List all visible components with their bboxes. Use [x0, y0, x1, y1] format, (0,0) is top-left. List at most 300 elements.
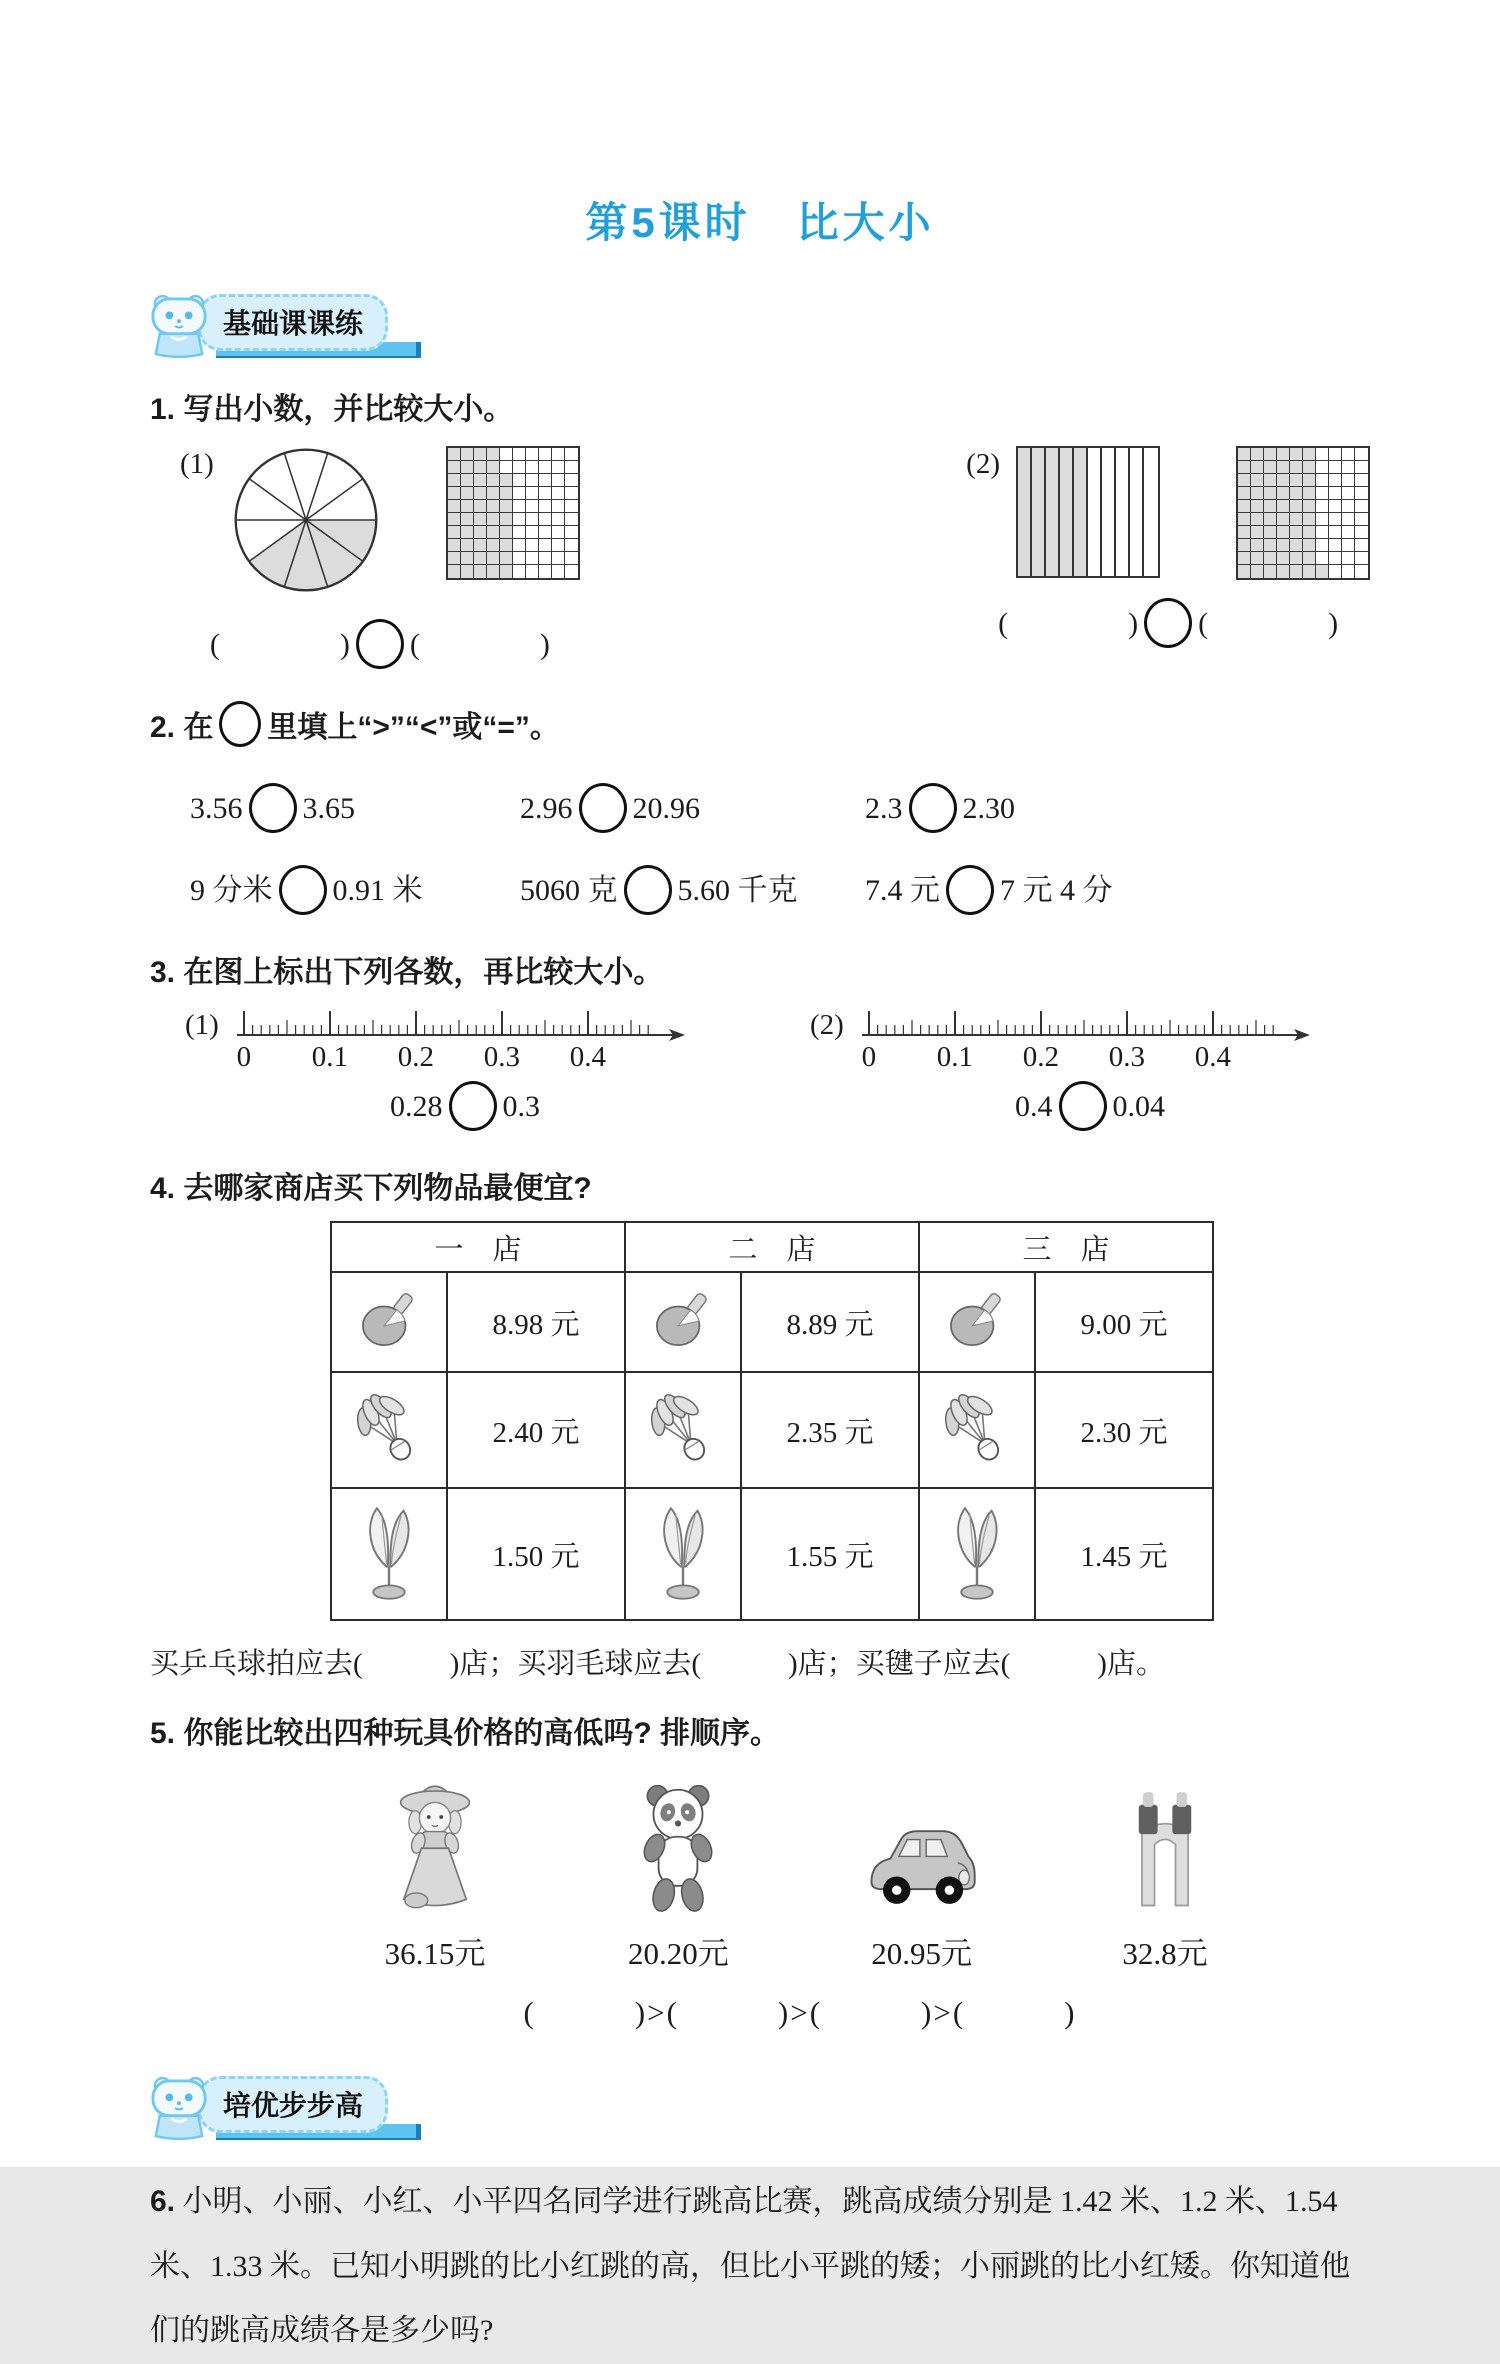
- q3-line2-label: (2): [810, 1009, 844, 1042]
- grid-row: [448, 513, 578, 526]
- q1-part1-label: (1): [180, 448, 214, 480]
- car-price: 20.95元: [871, 1936, 973, 1972]
- left-value: 9 分米: [190, 874, 273, 908]
- tick-label: 0.1: [936, 1041, 973, 1074]
- comparison-circle-blank[interactable]: [449, 1081, 497, 1131]
- grid-row: [1238, 500, 1368, 513]
- q3-line1-comparison: [185, 1081, 745, 1137]
- comparison-circle-blank[interactable]: [909, 783, 957, 833]
- car-image: [837, 1764, 1007, 1916]
- grid-cell: [1290, 526, 1303, 539]
- grid-cell: [474, 474, 487, 487]
- strip-cell: [1088, 448, 1102, 576]
- strip-cell: [1032, 448, 1046, 576]
- tick-label: 0.2: [397, 1041, 434, 1074]
- bear-badge-icon: [150, 2076, 208, 2140]
- grid-cell: [1277, 552, 1290, 565]
- panda-price: 20.20元: [627, 1936, 729, 1972]
- grid-cell: [1329, 565, 1342, 578]
- grid-cell: [565, 526, 578, 539]
- price-cell: 8.89 元: [741, 1272, 919, 1372]
- store-price-table: [330, 1221, 1214, 1621]
- grid-cell: [1264, 526, 1277, 539]
- grid-cell: [1355, 565, 1368, 578]
- q1-part-1: [180, 444, 580, 675]
- ping-pong-paddle-icon: [946, 1291, 1008, 1349]
- grid-cell: [1238, 500, 1251, 513]
- grid-cell: [474, 552, 487, 565]
- tick-label: 0.4: [569, 1041, 606, 1074]
- grid-cell: [1355, 513, 1368, 526]
- question-1: [150, 384, 1370, 675]
- grid-cell: [552, 487, 565, 500]
- grid-cell: [500, 513, 513, 526]
- grid-cell: [1251, 487, 1264, 500]
- comparison-circle-blank[interactable]: [624, 865, 672, 915]
- hundred-grid-figure-1: [446, 446, 580, 580]
- tick-label: 0: [236, 1041, 252, 1074]
- comparison-item: [520, 865, 865, 921]
- grid-row: [448, 500, 578, 513]
- grid-cell: [1329, 552, 1342, 565]
- tick-label: 0: [861, 1041, 877, 1074]
- comparison-circle-blank[interactable]: [279, 865, 327, 915]
- grid-cell: [565, 474, 578, 487]
- grid-cell: [513, 500, 526, 513]
- panda-image: [593, 1764, 763, 1916]
- grid-cell: [1277, 500, 1290, 513]
- grid-cell: [474, 565, 487, 578]
- grid-cell: [1303, 539, 1316, 552]
- grid-cell: [1329, 500, 1342, 513]
- shuttlecock-image-cell: [919, 1372, 1035, 1488]
- answer-blank[interactable]: ( ): [409, 628, 550, 661]
- table-row-paddle: [331, 1272, 1213, 1372]
- grid-cell: [565, 487, 578, 500]
- grid-cell: [1238, 448, 1251, 461]
- right-value: 0.91 米: [332, 874, 423, 908]
- grid-cell: [1251, 500, 1264, 513]
- grid-cell: [1342, 526, 1355, 539]
- grid-cell: [1264, 513, 1277, 526]
- grid-cell: [1264, 552, 1277, 565]
- grid-cell: [474, 513, 487, 526]
- grid-cell: [1303, 461, 1316, 474]
- grid-cell: [552, 539, 565, 552]
- grid-cell: [526, 474, 539, 487]
- jianzi-image-cell: [625, 1488, 741, 1620]
- grid-cell: [1355, 487, 1368, 500]
- grid-row: [448, 565, 578, 578]
- q1-part1-answer: [180, 619, 580, 675]
- grid-cell: [1264, 487, 1277, 500]
- shuttlecock-image-cell: [625, 1372, 741, 1488]
- pie-svg: [230, 444, 382, 596]
- badge-body: [198, 2076, 388, 2140]
- grid-cell: [526, 565, 539, 578]
- grid-row: [1238, 552, 1368, 565]
- grid-cell: [500, 487, 513, 500]
- strip-cell: [1116, 448, 1130, 576]
- grid-cell: [1264, 539, 1277, 552]
- grid-cell: [552, 461, 565, 474]
- grid-cell: [448, 461, 461, 474]
- comparison-circle-blank[interactable]: [249, 783, 297, 833]
- left-value: 7.4 元: [865, 874, 940, 908]
- grid-cell: [513, 487, 526, 500]
- price-cell: 1.45 元: [1035, 1488, 1213, 1620]
- paddle-image-cell: [919, 1272, 1035, 1372]
- question-5: [150, 1708, 1370, 2032]
- grid-cell: [1342, 513, 1355, 526]
- jianzi-icon: [350, 1501, 428, 1603]
- grid-cell: [539, 500, 552, 513]
- grid-cell: [1342, 539, 1355, 552]
- grid-cell: [513, 552, 526, 565]
- grid-cell: [461, 552, 474, 565]
- grid-cell: [487, 526, 500, 539]
- grid-cell: [513, 539, 526, 552]
- grid-cell: [448, 526, 461, 539]
- grid-cell: [500, 461, 513, 474]
- right-value: 3.65: [302, 792, 355, 825]
- question-3: [150, 947, 1370, 1137]
- grid-cell: [526, 448, 539, 461]
- grid-cell: [565, 513, 578, 526]
- q3-number-lines: [150, 1005, 1370, 1137]
- strip-cell: [1102, 448, 1116, 576]
- grid-cell: [526, 513, 539, 526]
- q1-part2-label: (2): [966, 448, 1000, 480]
- grid-cell: [1316, 552, 1329, 565]
- comparison-circle-blank[interactable]: [1144, 598, 1192, 648]
- tick-label: 0.1: [311, 1041, 348, 1074]
- badge-advanced-label: 培优步步高: [198, 2076, 388, 2133]
- grid-cell: [1329, 539, 1342, 552]
- grid-cell: [461, 474, 474, 487]
- grid-cell: [1238, 539, 1251, 552]
- number-line-1: [235, 1005, 687, 1079]
- grid-cell: [448, 565, 461, 578]
- grid-cell: [539, 539, 552, 552]
- grid-cell: [474, 461, 487, 474]
- shuttlecock-icon: [943, 1389, 1011, 1467]
- price-cell: 1.50 元: [447, 1488, 625, 1620]
- grid-cell: [526, 487, 539, 500]
- grid-cell: [1264, 565, 1277, 578]
- q1-part1-figures: [180, 444, 580, 601]
- tick-label: 0.3: [1108, 1041, 1145, 1074]
- grid-cell: [500, 526, 513, 539]
- question-6: [150, 2170, 1370, 2364]
- comparison-circle-blank[interactable]: [946, 865, 994, 915]
- grid-cell: [1329, 526, 1342, 539]
- strip-cell: [1130, 448, 1144, 576]
- grid-cell: [461, 526, 474, 539]
- q2-prompt-pre: 2. 在: [150, 711, 214, 745]
- grid-cell: [474, 526, 487, 539]
- grid-cell: [1303, 500, 1316, 513]
- grid-cell: [539, 448, 552, 461]
- strip-cell: [1018, 448, 1032, 576]
- arch-image: [1080, 1764, 1250, 1916]
- grid-cell: [1329, 513, 1342, 526]
- grid-cell: [526, 526, 539, 539]
- grid-cell: [1251, 539, 1264, 552]
- q5-order-blanks[interactable]: ( )>( )>( )>( ): [523, 1995, 1077, 2031]
- grid-cell: [1264, 461, 1277, 474]
- grid-cell: [1238, 461, 1251, 474]
- hundred-grid-figure-2: [1236, 446, 1370, 580]
- toy-panda: [593, 1764, 763, 1973]
- q4-fill-sentence[interactable]: 买乒乓球拍应去( )店；买羽毛球应去( )店；买毽子应去( )店。: [150, 1648, 1165, 1681]
- grid-cell: [1316, 448, 1329, 461]
- grid-cell: [1303, 552, 1316, 565]
- grid-cell: [448, 474, 461, 487]
- number-line-svg: [860, 1005, 1312, 1039]
- grid-cell: [1277, 487, 1290, 500]
- shuttlecock-icon: [649, 1389, 717, 1467]
- grid-cell: [1342, 565, 1355, 578]
- q5-prompt: 5. 你能比较出四种玩具价格的高低吗? 排顺序。: [150, 1717, 781, 1751]
- grid-cell: [487, 487, 500, 500]
- q1-prompt: 1. 写出小数，并比较大小。: [150, 393, 514, 426]
- shuttlecock-image-cell: [331, 1372, 447, 1488]
- price-cell: 2.30 元: [1035, 1372, 1213, 1488]
- grid-cell: [513, 526, 526, 539]
- answer-blank[interactable]: ( ): [1198, 607, 1339, 640]
- grid-row: [1238, 487, 1368, 500]
- grid-cell: [1290, 500, 1303, 513]
- grid-cell: [1238, 474, 1251, 487]
- grid-cell: [487, 500, 500, 513]
- grid-cell: [448, 513, 461, 526]
- grid-cell: [1251, 448, 1264, 461]
- grid-cell: [474, 487, 487, 500]
- grid-cell: [1316, 539, 1329, 552]
- grid-cell: [1303, 565, 1316, 578]
- left-value: 5060 克: [520, 874, 618, 908]
- right-value: 20.96: [632, 792, 700, 825]
- tenths-strip-figure: [1016, 446, 1160, 578]
- question-2: [150, 701, 1370, 921]
- left-value: 0.4: [1015, 1090, 1053, 1124]
- pie-chart-figure: [230, 444, 382, 601]
- grid-row: [1238, 526, 1368, 539]
- grid-cell: [539, 526, 552, 539]
- right-value: 7 元 4 分: [1000, 874, 1113, 908]
- grid-cell: [565, 539, 578, 552]
- grid-cell: [1355, 474, 1368, 487]
- answer-blank[interactable]: ( ): [998, 607, 1139, 640]
- grid-row: [1238, 539, 1368, 552]
- panda-badge-icon: [150, 294, 208, 358]
- grid-cell: [1342, 474, 1355, 487]
- grid-cell: [1303, 513, 1316, 526]
- grid-cell: [539, 474, 552, 487]
- grid-cell: [1355, 552, 1368, 565]
- grid-cell: [539, 565, 552, 578]
- grid-cell: [474, 500, 487, 513]
- grid-cell: [1316, 487, 1329, 500]
- q5-toys: [350, 1764, 1250, 1973]
- table-header-row: [331, 1222, 1213, 1272]
- q4-prompt: 4. 去哪家商店买下列物品最便宜?: [150, 1172, 592, 1206]
- grid-cell: [1342, 461, 1355, 474]
- grid-cell: [1303, 526, 1316, 539]
- badge-body: [198, 294, 388, 358]
- grid-cell: [1290, 448, 1303, 461]
- grid-cell: [1238, 526, 1251, 539]
- grid-cell: [1277, 474, 1290, 487]
- comparison-item: [865, 783, 1370, 839]
- grid-cell: [487, 461, 500, 474]
- right-value: 0.3: [502, 1090, 540, 1124]
- comparison-circle-blank[interactable]: [356, 619, 404, 669]
- jianzi-icon: [938, 1501, 1016, 1603]
- grid-cell: [1277, 448, 1290, 461]
- comparison-circle-blank[interactable]: [579, 783, 627, 833]
- grid-cell: [1355, 526, 1368, 539]
- table-row-jianzi: [331, 1488, 1213, 1620]
- toy-car: [837, 1764, 1007, 1973]
- pie-divider: [249, 479, 306, 520]
- grid-cell: [487, 539, 500, 552]
- grid-cell: [474, 539, 487, 552]
- comparison-item: [520, 783, 865, 839]
- pie-divider: [284, 453, 306, 520]
- q1-part2-answer: [966, 598, 1370, 654]
- grid-cell: [448, 487, 461, 500]
- grid-cell: [1329, 474, 1342, 487]
- grid-cell: [1277, 565, 1290, 578]
- toy-car-icon: [863, 1818, 981, 1916]
- strip-cell: [1060, 448, 1074, 576]
- grid-row: [448, 526, 578, 539]
- grid-cell: [448, 500, 461, 513]
- left-value: 2.3: [865, 792, 903, 825]
- grid-cell: [539, 513, 552, 526]
- right-value: 5.60 千克: [677, 874, 798, 908]
- right-value: 0.04: [1112, 1090, 1165, 1124]
- q6-text: [150, 2170, 1375, 2364]
- grid-cell: [500, 500, 513, 513]
- grid-cell: [500, 552, 513, 565]
- grid-cell: [461, 461, 474, 474]
- jianzi-image-cell: [331, 1488, 447, 1620]
- jianzi-icon: [644, 1501, 722, 1603]
- section-badge-basic: [150, 284, 1370, 358]
- grid-row: [1238, 448, 1368, 461]
- grid-cell: [487, 448, 500, 461]
- grid-row: [448, 539, 578, 552]
- grid-cell: [1251, 474, 1264, 487]
- comparison-circle-blank[interactable]: [1059, 1081, 1107, 1131]
- grid-cell: [526, 500, 539, 513]
- grid-cell: [461, 513, 474, 526]
- left-value: 2.96: [520, 792, 573, 825]
- grid-cell: [500, 474, 513, 487]
- jianzi-image-cell: [919, 1488, 1035, 1620]
- grid-row: [1238, 513, 1368, 526]
- grid-cell: [1329, 461, 1342, 474]
- tick-label: 0.2: [1022, 1041, 1059, 1074]
- price-cell: 1.55 元: [741, 1488, 919, 1620]
- tick-label: 0.3: [483, 1041, 520, 1074]
- grid-cell: [461, 500, 474, 513]
- grid-cell: [1238, 552, 1251, 565]
- grid-cell: [1264, 500, 1277, 513]
- grid-cell: [552, 474, 565, 487]
- answer-blank[interactable]: ( ): [209, 628, 350, 661]
- store-3-header: 三 店: [919, 1222, 1213, 1272]
- grid-cell: [1290, 552, 1303, 565]
- ping-pong-paddle-icon: [652, 1291, 714, 1349]
- grid-cell: [565, 565, 578, 578]
- doll-image: [350, 1764, 520, 1916]
- grid-cell: [552, 552, 565, 565]
- grid-cell: [1251, 513, 1264, 526]
- grid-cell: [1342, 448, 1355, 461]
- comparison-circle-example: [219, 701, 261, 747]
- grid-cell: [500, 565, 513, 578]
- grid-cell: [552, 500, 565, 513]
- question-4: [150, 1163, 1370, 1682]
- grid-cell: [1251, 526, 1264, 539]
- grid-cell: [1342, 487, 1355, 500]
- grid-row: [1238, 565, 1368, 578]
- grid-cell: [565, 448, 578, 461]
- grid-cell: [1264, 474, 1277, 487]
- section-badge-advanced: [150, 2066, 1370, 2140]
- grid-cell: [1316, 526, 1329, 539]
- grid-cell: [513, 461, 526, 474]
- grid-cell: [526, 552, 539, 565]
- paddle-image-cell: [625, 1272, 741, 1372]
- grid-cell: [1238, 565, 1251, 578]
- q1-part-2: [966, 444, 1370, 675]
- left-value: 3.56: [190, 792, 243, 825]
- q6-number: 6.: [150, 2185, 176, 2219]
- grid-cell: [461, 539, 474, 552]
- grid-cell: [513, 448, 526, 461]
- grid-cell: [1303, 448, 1316, 461]
- grid-cell: [1303, 474, 1316, 487]
- grid-cell: [526, 461, 539, 474]
- grid-cell: [487, 513, 500, 526]
- grid-row: [1238, 461, 1368, 474]
- grid-cell: [552, 448, 565, 461]
- store-1-header: 一 店: [331, 1222, 625, 1272]
- grid-cell: [526, 539, 539, 552]
- doll-icon: [387, 1768, 483, 1916]
- grid-row: [1238, 474, 1368, 487]
- q3-line2-comparison: [810, 1081, 1370, 1137]
- grid-cell: [1290, 474, 1303, 487]
- store-2-header: 二 店: [625, 1222, 919, 1272]
- q3-prompt: 3. 在图上标出下列各数，再比较大小。: [150, 956, 664, 990]
- q3-block-2: [810, 1005, 1370, 1137]
- grid-cell: [539, 461, 552, 474]
- grid-cell: [1316, 565, 1329, 578]
- grid-cell: [1238, 487, 1251, 500]
- grid-cell: [1290, 513, 1303, 526]
- comparison-item: [865, 865, 1370, 921]
- grid-cell: [539, 487, 552, 500]
- grid-cell: [565, 461, 578, 474]
- grid-cell: [461, 448, 474, 461]
- grid-cell: [1251, 565, 1264, 578]
